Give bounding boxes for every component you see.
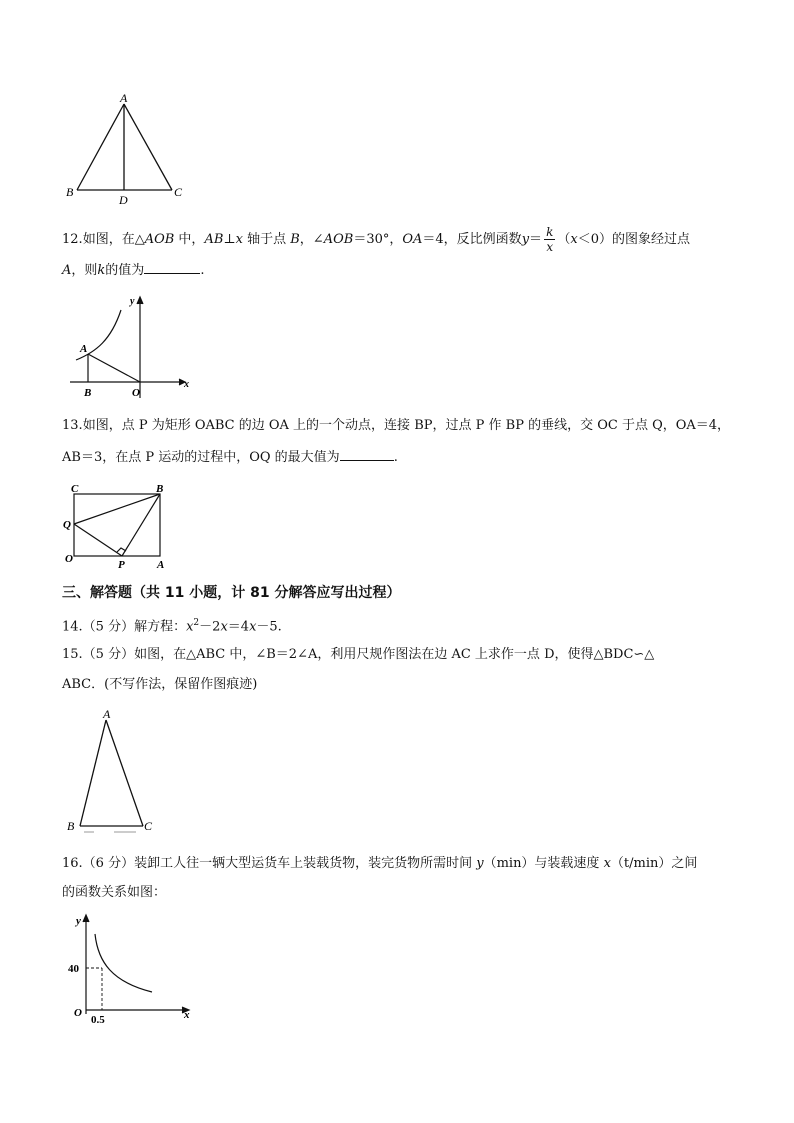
label-a: A	[80, 343, 88, 355]
axis-label-x: x	[184, 379, 189, 390]
section-heading-answer-questions: 三、解答题（共 11 小题，计 81 分解答应写出过程）	[62, 585, 401, 601]
label-c: C	[71, 483, 79, 495]
triangle-abc-figure	[60, 706, 170, 838]
label-a: A	[157, 559, 165, 571]
label-d: D	[119, 193, 128, 207]
question-13-line-2: AB＝3，在点 P 运动的过程中，OQ 的最大值为 .	[62, 447, 398, 467]
question-16-line-1: 16.（6 分）装卸工人往一辆大型运货车上装载货物，装完货物所需时间 y（min）与装载速度 x（t/min）之间	[62, 856, 698, 871]
label-c: C	[174, 185, 183, 199]
label-o: O	[65, 553, 73, 565]
label-p: P	[118, 559, 125, 571]
fraction-k-over-x: $\frac{k}{x}$	[546, 225, 554, 254]
axis-label-y: y	[76, 915, 81, 927]
label-a: A	[103, 707, 111, 721]
question-16-line-2: 的函数关系如图：	[62, 885, 167, 900]
label-a: A	[120, 91, 128, 105]
question-15-line-1: 15.（5 分）如图，在△ABC 中，∠B＝2∠A，利用尺规作图法在边 AC 上求作一点 D，使得△BDC∽△	[62, 647, 655, 662]
triangle-abc-altitude-figure	[60, 88, 200, 208]
label-b: B	[156, 483, 164, 495]
label-b: B	[84, 387, 92, 399]
rectangle-oabc-figure	[60, 482, 180, 572]
tick-label-0-5: 0.5	[91, 1014, 105, 1026]
question-12-line-1: 12.如图，在△AOB 中，AB⊥x 轴于点 B，∠AOB＝30°，OA＝4，反比例函数y＝ $\frac{k}{x}$ （x＜0）的图象经过点	[62, 225, 690, 254]
tick-label-40: 40	[68, 963, 79, 975]
label-b: B	[66, 185, 74, 199]
loading-time-speed-graph	[62, 910, 198, 1028]
question-14: 14.（5 分）解方程：$x^2-2x=4x-5$.	[62, 618, 282, 635]
label-o: O	[74, 1007, 82, 1019]
axis-label-y: y	[130, 296, 135, 307]
label-q: Q	[63, 519, 71, 531]
question-12-line-2: A，则k的值为 .	[62, 260, 204, 280]
label-b: B	[67, 819, 75, 833]
answer-blank	[144, 260, 200, 274]
answer-blank	[340, 447, 394, 461]
question-15-line-2: ABC．(不写作法，保留作图痕迹)	[62, 677, 258, 692]
question-13-line-1: 13.如图，点 P 为矩形 OABC 的边 OA 上的一个动点，连接 BP，过点 P 作 BP 的垂线，交 OC 于点 Q，OA＝4，	[62, 418, 731, 433]
inverse-function-graph-figure	[66, 290, 196, 402]
axis-label-x: x	[184, 1009, 190, 1021]
label-c: C	[144, 819, 153, 833]
label-o: O	[132, 387, 140, 399]
